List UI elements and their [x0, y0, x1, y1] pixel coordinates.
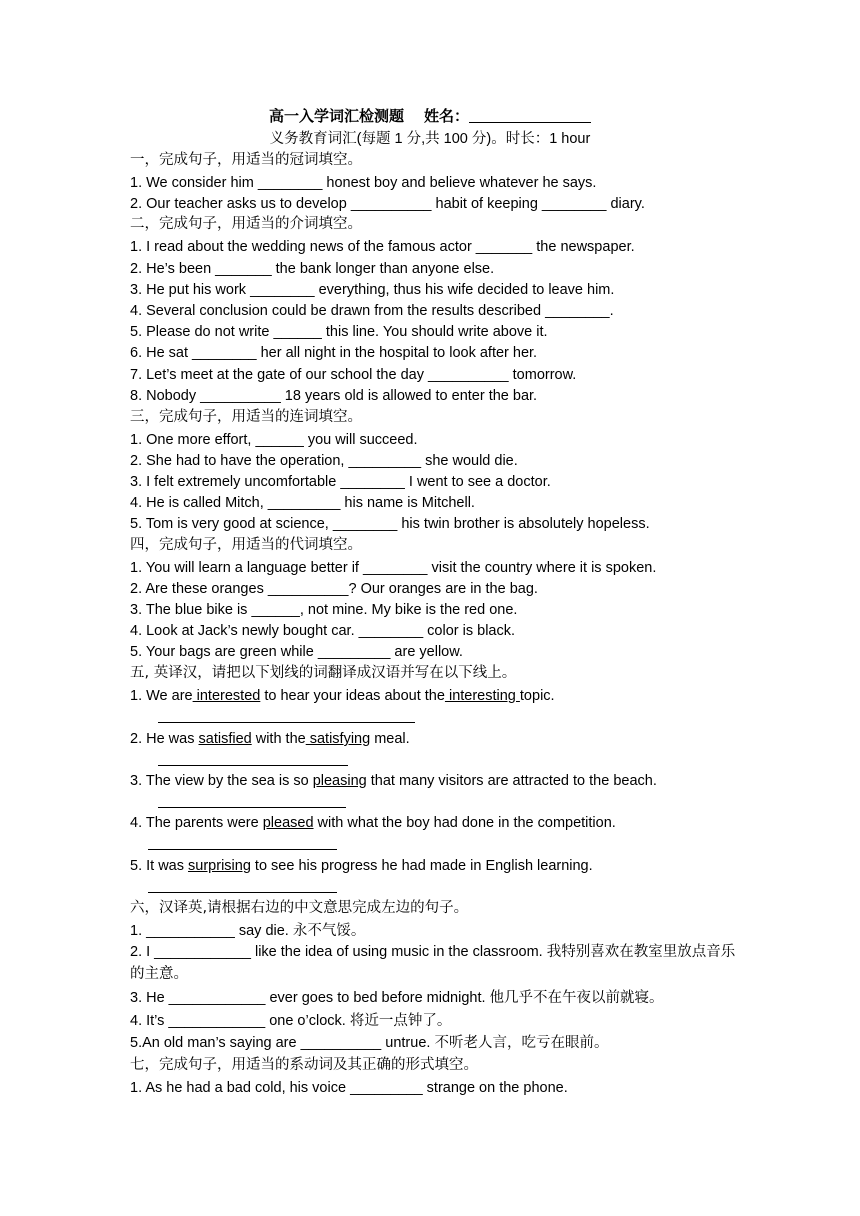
name-blank[interactable]	[469, 107, 591, 123]
question: 5. Your bags are green while _________ are yellow.	[130, 644, 463, 660]
question: 2. He’s been _______ the bank longer than anyone else.	[130, 261, 495, 277]
underlined-word: pleased	[262, 815, 314, 831]
question: 4. The parents were pleased with what the boy had done in the competition.	[130, 815, 616, 831]
question: 5. Tom is very good at science, ________ his twin brother is absolutely hopeless.	[130, 516, 650, 532]
exam-title: 高一入学词汇检测题	[268, 107, 404, 125]
question: 1. We consider him ________ honest boy and believe whatever he says.	[130, 175, 597, 191]
section-7-heading: 七，完成句子，用适当的系动词及其正确的形式填空。	[130, 1057, 478, 1073]
question: 2. She had to have the operation, _________ she would die.	[130, 453, 518, 469]
answer-line[interactable]	[158, 807, 346, 808]
section-5-heading: 五, 英译汉，请把以下划线的词翻译成汉语并写在以下线上。	[130, 665, 517, 681]
section-3-heading: 三，完成句子，用适当的连词填空。	[130, 409, 362, 425]
answer-line[interactable]	[148, 849, 337, 850]
section-1-heading: 一，完成句子，用适当的冠词填空。	[130, 152, 362, 168]
question: 1. You will learn a language better if ________ visit the country where it is spoken.	[130, 560, 657, 576]
answer-line[interactable]	[158, 765, 348, 766]
section-2-heading: 二，完成句子，用适当的介词填空。	[130, 216, 362, 232]
section-4-heading: 四，完成句子，用适当的代词填空。	[130, 537, 362, 553]
question: 7. Let’s meet at the gate of our school the day __________ tomorrow.	[130, 367, 577, 383]
question: 2. Our teacher asks us to develop __________ habit of keeping ________ diary.	[130, 196, 645, 212]
underlined-word: satisfying	[305, 731, 371, 747]
question: 2. He was satisfied with the satisfying meal.	[130, 731, 410, 747]
name-label: 姓名：	[424, 107, 470, 125]
question: 2. Are these oranges __________? Our oranges are in the bag.	[130, 581, 538, 597]
question: 8. Nobody __________ 18 years old is allowed to enter the bar.	[130, 388, 538, 404]
underlined-word: interesting	[444, 688, 520, 704]
question: 5. It was surprising to see his progress he had made in English learning.	[130, 858, 593, 874]
underlined-word: surprising	[188, 858, 251, 874]
answer-line[interactable]	[148, 892, 337, 893]
subtitle: 义务教育词汇(每题 1 分,共 100 分)。时长：1 hour	[269, 131, 591, 147]
question: 2. I ____________ like the idea of using music in the classroom. 我特别喜欢在教室里放点音乐的主意。	[130, 944, 736, 982]
question: 3. He put his work ________ everything, thus his wife decided to leave him.	[130, 282, 615, 298]
page-title	[0, 106, 860, 126]
question: 5.An old man’s saying are __________ untrue. 不听老人言，吃亏在眼前。	[130, 1035, 609, 1051]
question: 3. He ____________ ever goes to bed before midnight. 他几乎不在午夜以前就寝。	[130, 990, 664, 1006]
question: 6. He sat ________ her all night in the hospital to look after her.	[130, 345, 538, 361]
answer-line[interactable]	[158, 722, 415, 723]
question: 1. One more effort, ______ you will succeed.	[130, 432, 418, 448]
underlined-word: interested	[192, 688, 261, 704]
question: 5. Please do not write ______ this line. You should write above it.	[130, 324, 548, 340]
question: 4. It’s ____________ one o’clock. 将近一点钟了。	[130, 1013, 452, 1029]
question: 3. The blue bike is ______, not mine. My bike is the red one.	[130, 602, 518, 618]
underlined-word: pleasing	[312, 773, 367, 789]
question: 4. He is called Mitch, _________ his name is Mitchell.	[130, 495, 475, 511]
question: 4. Look at Jack’s newly bought car. ________ color is black.	[130, 623, 516, 639]
question: 1. ___________ say die. 永不气馁。	[130, 923, 366, 939]
question: 4. Several conclusion could be drawn from the results described ________.	[130, 303, 614, 319]
question: 3. The view by the sea is so pleasing that many visitors are attracted to the beach.	[130, 773, 657, 789]
question: 1. We are interested to hear your ideas about the interesting topic.	[130, 688, 555, 704]
underlined-word: satisfied	[198, 731, 252, 747]
question: 3. I felt extremely uncomfortable ________ I went to see a doctor.	[130, 474, 551, 490]
section-6-heading: 六，汉译英,请根据右边的中文意思完成左边的句子。	[130, 900, 469, 916]
question: 1. I read about the wedding news of the famous actor _______ the newspaper.	[130, 239, 635, 255]
question: 1. As he had a bad cold, his voice _________ strange on the phone.	[130, 1080, 568, 1096]
